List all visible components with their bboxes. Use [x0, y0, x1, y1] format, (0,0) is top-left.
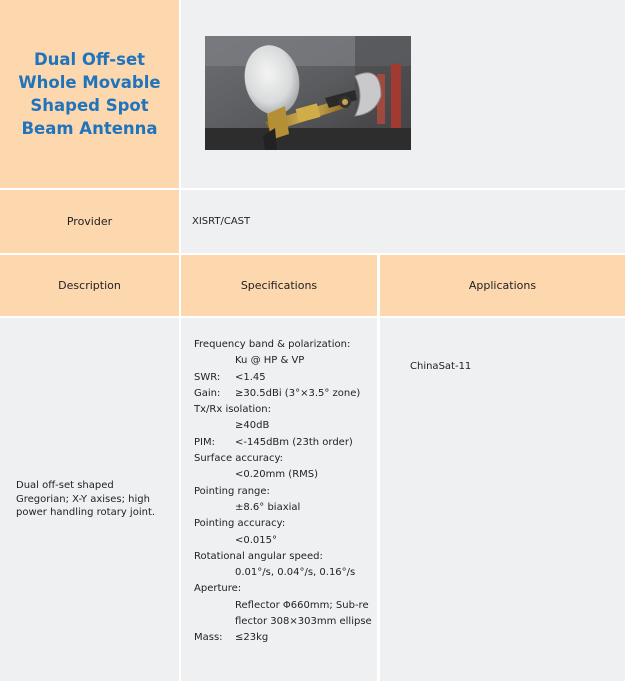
spec-line [194, 581, 377, 597]
description-header-label: Description [58, 279, 121, 292]
spec-line [194, 402, 377, 418]
spec-line [194, 370, 377, 386]
spec-value: ±8.6° biaxial [235, 501, 301, 513]
spec-key: Mass: [194, 632, 223, 644]
spec-line [194, 533, 377, 549]
spec-key: Aperture: [194, 583, 242, 595]
spec-line [194, 484, 377, 500]
spec-value: ≥30.5dBi (3°×3.5° zone) [235, 387, 361, 399]
spec-value: <-145dBm (23th order) [235, 436, 353, 448]
spec-line [194, 451, 377, 467]
spec-key: Pointing range: [194, 485, 270, 497]
spec-value: <0.015° [235, 534, 278, 546]
spec-key: Gain: [194, 387, 221, 399]
spec-value: flector 308×303mm ellipse [235, 616, 372, 628]
specifications-list [194, 337, 377, 647]
photo-cell [181, 0, 625, 188]
spec-line [194, 565, 377, 581]
specifications-header-label: Specifications [240, 279, 318, 292]
provider-label-cell [0, 190, 179, 253]
provider-value: XISRT/CAST [192, 215, 251, 227]
provider-label: Provider [66, 215, 113, 228]
spec-value: <1.45 [235, 371, 266, 383]
spec-key: SWR: [194, 371, 221, 383]
spec-value: ≤23kg [235, 632, 269, 644]
spec-line [194, 435, 377, 451]
spec-line [194, 630, 377, 646]
spec-line [194, 467, 377, 483]
spec-line [194, 337, 377, 353]
applications-header-label: Applications [468, 279, 537, 292]
product-title: Dual Off-set Whole Movable Shaped Spot Beam Antenna [18, 50, 161, 138]
spec-line [194, 549, 377, 565]
spec-key: Surface accuracy: [194, 453, 284, 465]
spec-value: 0.01°/s, 0.04°/s, 0.16°/s [235, 567, 356, 579]
description-text: Dual off-set shaped Gregorian; X-Y axises; high power handling rotary joint. [16, 480, 156, 519]
spec-line [194, 516, 377, 532]
provider-value-cell [181, 190, 625, 253]
title-cell [0, 0, 179, 188]
spec-value: <0.20mm (RMS) [235, 469, 319, 481]
description-body [0, 318, 179, 681]
specifications-header [181, 255, 377, 316]
spec-line [194, 614, 377, 630]
spec-key: Rotational angular speed: [194, 550, 323, 562]
applications-header [380, 255, 625, 316]
antenna-photo [205, 36, 411, 150]
spec-line [194, 598, 377, 614]
applications-body [380, 318, 625, 681]
spec-key: Pointing accuracy: [194, 518, 286, 530]
spec-value: Ku @ HP & VP [235, 355, 305, 367]
spec-key: Tx/Rx isolation: [194, 404, 271, 416]
spec-value: Reflector Φ660mm; Sub-re [235, 599, 369, 611]
spec-key: Frequency band & polarization: [194, 339, 351, 350]
spec-key: PIM: [194, 436, 215, 448]
spec-value: ≥40dB [235, 420, 270, 432]
spec-line [194, 500, 377, 516]
description-header [0, 255, 179, 316]
applications-text: ChinaSat-11 [410, 361, 472, 372]
spec-line [194, 353, 377, 369]
specifications-body [181, 318, 377, 681]
spec-line [194, 386, 377, 402]
spec-line [194, 418, 377, 434]
